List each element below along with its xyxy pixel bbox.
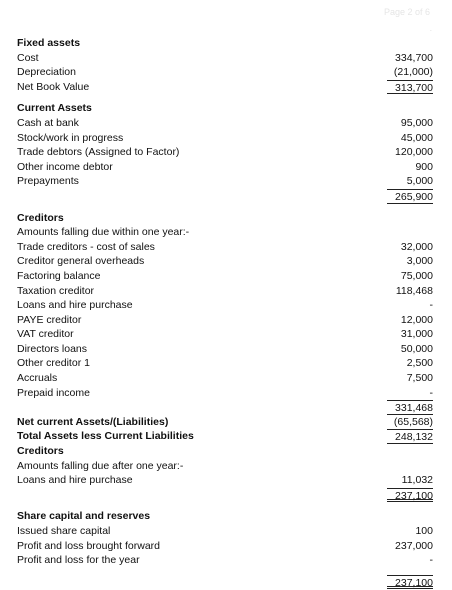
list-item <box>17 524 435 539</box>
long-creditors-title: Creditors <box>17 445 64 458</box>
row-label: Trade creditors - cost of sales <box>17 240 155 253</box>
fixed-assets-title: Fixed assets <box>17 37 81 49</box>
row-share-capital-total <box>17 575 435 590</box>
creditors-title: Creditors <box>17 211 64 224</box>
list-item <box>17 131 435 146</box>
list-item <box>17 298 435 313</box>
list-item <box>17 116 435 131</box>
total-value: 237,100 <box>387 575 433 590</box>
row-net-book-value <box>17 80 435 95</box>
row-value: 7,500 <box>406 372 433 385</box>
section-heading-current-assets <box>17 101 435 116</box>
row-loans-hire-purchase-long <box>17 473 435 488</box>
row-label: Accruals <box>17 372 58 385</box>
row-current-assets-total <box>17 189 435 204</box>
list-item <box>17 327 435 342</box>
row-value: 75,000 <box>400 269 433 282</box>
list-item <box>17 356 435 371</box>
row-label: Cost <box>17 51 39 64</box>
subtotal-value: 248,132 <box>387 429 433 444</box>
list-item <box>17 342 435 357</box>
row-label: Factoring balance <box>17 269 101 282</box>
row-label: Prepaid income <box>17 386 90 399</box>
row-label: Prepayments <box>17 175 79 188</box>
subtotal-value: 331,468 <box>387 400 433 415</box>
row-label: Stock/work in progress <box>17 131 124 144</box>
row-value: 900 <box>415 160 433 173</box>
list-item <box>17 386 435 401</box>
list-item <box>17 174 435 189</box>
row-cost <box>17 51 435 66</box>
row-label: Creditor general overheads <box>17 255 145 268</box>
list-item <box>17 313 435 328</box>
list-item <box>17 371 435 386</box>
row-net-current-assets <box>17 415 435 430</box>
row-label: VAT creditor <box>17 328 74 341</box>
row-label: Directors loans <box>17 342 88 355</box>
section-heading-fixed-assets <box>17 36 435 51</box>
row-value: 45,000 <box>400 131 433 144</box>
row-label: PAYE creditor <box>17 313 82 326</box>
section-heading-share-capital <box>17 509 435 524</box>
row-creditors-total <box>17 400 435 415</box>
row-depreciation <box>17 65 435 80</box>
section-heading-creditors <box>17 211 435 226</box>
long-creditors-subtitle-row <box>17 459 435 474</box>
subtotal-value: 313,700 <box>387 80 433 95</box>
list-item <box>17 145 435 160</box>
row-value: 95,000 <box>400 116 433 129</box>
creditors-subtitle-row <box>17 225 435 240</box>
balance-sheet <box>17 36 435 589</box>
list-item <box>17 553 435 568</box>
row-label: Other creditor 1 <box>17 357 90 370</box>
row-value: 118,468 <box>395 284 433 297</box>
list-item <box>17 160 435 175</box>
row-value: - <box>429 554 433 567</box>
row-label: Trade debtors (Assigned to Factor) <box>17 146 180 159</box>
row-label: Profit and loss for the year <box>17 554 140 567</box>
row-label: Loans and hire purchase <box>17 474 133 487</box>
row-label: Profit and loss brought forward <box>17 539 160 552</box>
row-label: Cash at bank <box>17 116 79 129</box>
row-value: 334,700 <box>395 51 433 64</box>
list-item <box>17 269 435 284</box>
total-value: 237,100 <box>387 488 433 503</box>
row-value: 32,000 <box>400 240 433 253</box>
row-label: Depreciation <box>17 66 76 79</box>
row-value: 31,000 <box>400 328 433 341</box>
row-value: 50,000 <box>400 342 433 355</box>
list-item <box>17 254 435 269</box>
row-value: 2,500 <box>406 357 433 370</box>
row-label: Loans and hire purchase <box>17 299 133 312</box>
list-item <box>17 539 435 554</box>
row-label: Other income debtor <box>17 160 113 173</box>
row-value: (65,568) <box>393 415 433 428</box>
row-value: 237,000 <box>395 539 433 552</box>
row-label: Taxation creditor <box>17 284 95 297</box>
faint-mark: . <box>429 24 432 33</box>
row-label: Net Book Value <box>17 80 90 93</box>
row-value: - <box>429 299 433 312</box>
share-capital-title: Share capital and reserves <box>17 510 151 523</box>
row-value: - <box>429 386 433 399</box>
row-value: 120,000 <box>395 146 433 159</box>
row-label: Issued share capital <box>17 525 111 537</box>
row-value: 5,000 <box>406 175 433 188</box>
list-item <box>17 284 435 299</box>
long-creditors-subtitle: Amounts falling due after one year:- <box>17 459 184 472</box>
row-total-assets-less-current-liabilities <box>17 429 435 444</box>
subtotal-value: 265,900 <box>387 189 433 204</box>
row-value: 12,000 <box>400 313 433 326</box>
list-item <box>17 240 435 255</box>
row-value: 11,032 <box>401 474 433 487</box>
row-label: Total Assets less Current Liabilities <box>17 430 194 443</box>
creditors-subtitle: Amounts falling due within one year:- <box>17 226 190 239</box>
row-value: 100 <box>415 525 433 537</box>
row-value: 3,000 <box>406 255 433 268</box>
row-label: Net current Assets/(Liabilities) <box>17 415 169 428</box>
faint-header-text: Page 2 of 6 <box>383 7 430 17</box>
row-net-assets-total <box>17 488 435 503</box>
section-heading-long-creditors <box>17 444 435 459</box>
current-assets-title: Current Assets <box>17 102 92 115</box>
row-value: (21,000) <box>393 66 433 79</box>
